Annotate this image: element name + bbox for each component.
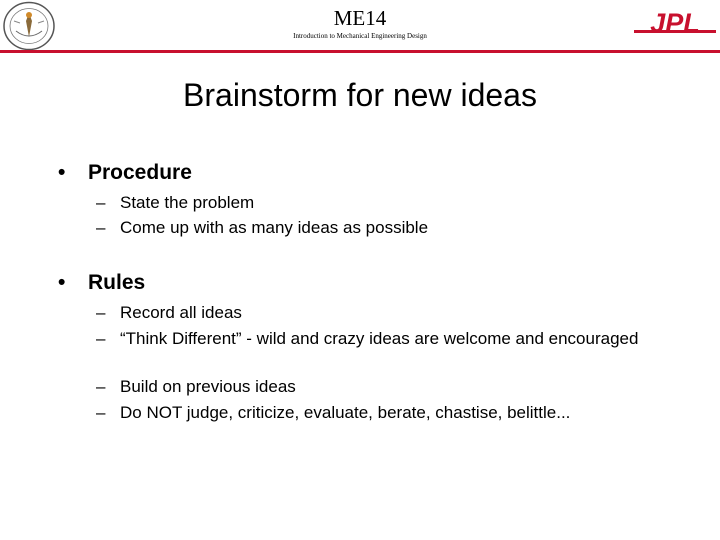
dash: – [96,329,106,348]
bullet: • [58,271,66,294]
list-item [96,302,656,323]
bullet: • [58,161,66,184]
dash: – [96,218,106,237]
slide-header [0,0,720,54]
list-item [96,376,656,397]
list-item [96,217,656,238]
dash: – [96,193,106,212]
list-item-text: “Think Different” - wild and crazy ideas are welcome and encouraged [120,329,639,348]
list-item [96,402,656,423]
list-item [96,328,656,349]
course-subtitle: Introduction to Mechanical Engineering Design [293,32,427,40]
header-divider [0,50,720,53]
list-item-text: Build on previous ideas [120,377,296,396]
dash: – [96,303,106,322]
list-item-text: Come up with as many ideas as possible [120,218,429,237]
section-heading-label: Procedure [88,161,192,184]
jpl-logo-icon [634,10,716,40]
jpl-logo-text: JPL [650,10,700,38]
list-item-text: Record all ideas [120,303,242,322]
list-item-text: State the problem [120,193,255,212]
dash: – [96,377,106,396]
list-item-text: Do NOT judge, criticize, evaluate, berate, chastise, belittle... [120,403,571,422]
course-title: ME14 [333,6,387,30]
list-item [96,192,656,213]
dash: – [96,403,106,422]
section-heading-label: Rules [88,271,146,294]
slide-title: Brainstorm for new ideas [183,77,537,113]
